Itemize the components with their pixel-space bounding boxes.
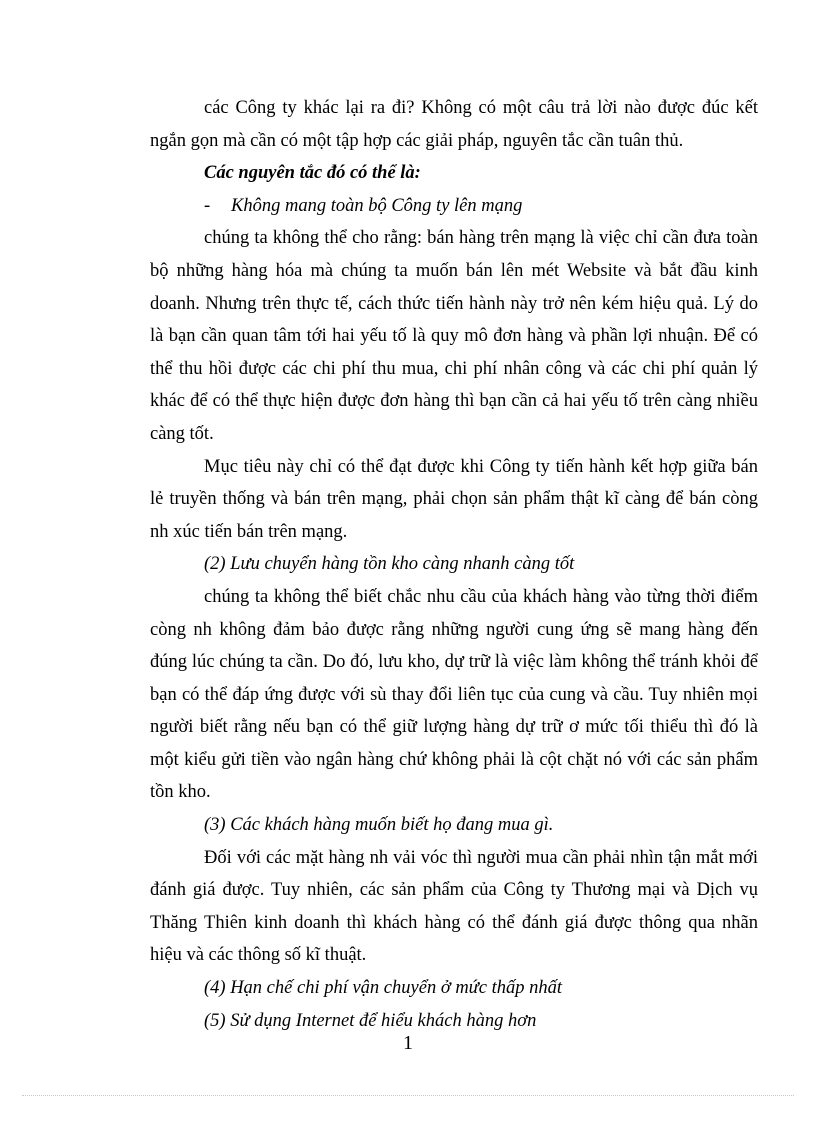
document-body	[150, 92, 758, 1037]
bullet-dash-marker: -	[204, 195, 211, 216]
paragraph-inventory: chúng ta không thể biết chắc nhu cầu của khách hàng vào từng thời điểm còng nh không đảm bảo được rằng những người cung ứng sẽ mang hàng đến đúng lúc chúng ta cần. Do đó, lưu kho, dự trữ là việc làm không thể tránh khỏi để bạn có thể đáp ứng được với sù thay đổi liên tục của cung và cầu. Tuy nhiên mọi người biết rằng nếu bạn có thể giữ lượng hàng dự trữ ơ mức tối thiểu thì đó là một kiểu gửi tiền vào ngân hàng chứ không phải là cột chặt nó với các sản phẩm tồn kho.	[150, 586, 758, 803]
principle-heading-2: (2) Lưu chuyển hàng tồn kho càng nhanh càng tốt	[204, 554, 575, 575]
principle-heading-4: (4) Hạn chế chi phí vận chuyển ở mức thấp nhất	[204, 978, 563, 999]
bullet-item-principle-1	[150, 190, 758, 223]
paragraph-customer-knowledge: Đối với các mặt hàng nh vải vóc thì người mua cần phải nhìn tận mắt mới đánh giá được. Tuy nhiên, các sản phẩm của Công ty Thương mại và Dịch vụ Thăng Thiên kinh doanh thì khách hàng có thể đánh giá được thông qua nhãn hiệu và các thông số kĩ thuật.	[150, 847, 758, 966]
principle-heading-3: (3) Các khách hàng muốn biết họ đang mua gì.	[204, 815, 554, 836]
page-number: 1	[403, 1032, 413, 1054]
paragraph-intro-continuation: các Công ty khác lại ra đi? Không có một câu trả lời nào được đúc kết ngắn gọn mà cần có một tập hợp các giải pháp, nguyên tắc cần tuân thủ.	[150, 98, 758, 151]
paragraph-goal: Mục tiêu này chỉ có thể đạt được khi Công ty tiến hành kết hợp giữa bán lẻ truyền thống và bán trên mạng, phải chọn sản phẩm thật kĩ càng để bán còng nh xúc tiến bán trên mạng.	[150, 456, 758, 542]
principle-heading-5: (5) Sử dụng Internet để hiểu khách hàng hơn	[204, 1010, 537, 1031]
bullet-item-text: Không mang toàn bộ Công ty lên mạng	[231, 195, 523, 216]
page-bottom-dotted-rule	[22, 1095, 794, 1096]
paragraph-online-selling: chúng ta không thể cho rằng: bán hàng trên mạng là việc chỉ cần đưa toàn bộ những hàng hóa mà chúng ta muốn bán lên mét Website và bắt đầu kinh doanh. Nhưng trên thực tế, cách thức tiến hành này trở nên kém hiệu quả. Lý do là bạn cần quan tâm tới hai yếu tố là quy mô đơn hàng và phần lợi nhuận. Để có thể thu hồi được các chi phí thu mua, chi phí nhân công và các chi phí quản lý khác để có thể thực hiện được đơn hàng thì bạn cần cả hai yếu tố trên càng nhiều càng tốt.	[150, 228, 758, 444]
section-heading-principles: Các nguyên tắc đó có thể là:	[204, 163, 421, 184]
